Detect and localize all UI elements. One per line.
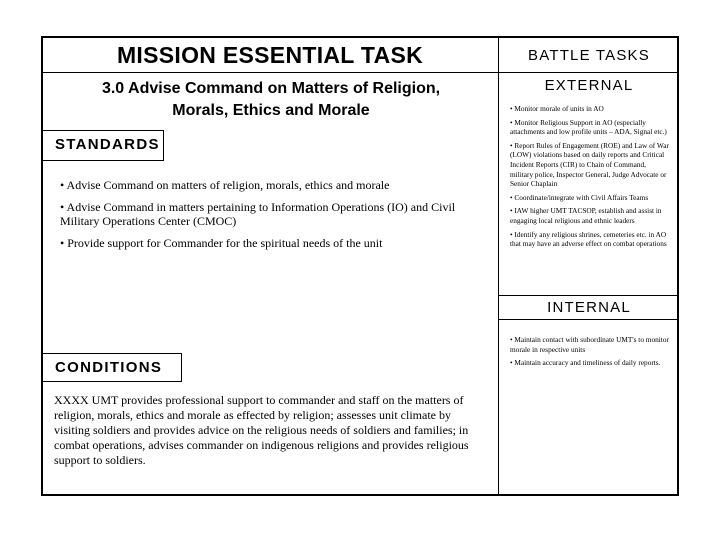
task-heading-line2: Morals, Ethics and Morale (172, 102, 370, 119)
battle-tasks-label: BATTLE TASKS (528, 47, 650, 64)
task-heading (58, 78, 484, 122)
conditions-label: CONDITIONS (42, 353, 182, 382)
external-task-item: • Coordinate/integrate with Civil Affairs Teams (510, 192, 649, 202)
standard-item: • Provide support for Commander for the spiritual needs of the unit (60, 236, 383, 250)
standards-label: STANDARDS (42, 130, 164, 161)
conditions-text: XXXX UMT provides professional support to commander and staff on the matters of religion, morals, ethics and morale as effected by religion; assesses unit climate by visiting soldiers and provides advice on the religious needs of soldiers and families; in combat operations, advises commander on indigenous religions and provides religious support to soldiers. (54, 393, 469, 467)
external-task-item: • Report Rules of Engagement (ROE) and Law of War (LOW) violations based on daily reports and Critical Incident Reports (CIR) to Chain of Command, military police, Inspector General, Judge Advocate or Senior Chaplain (510, 140, 669, 189)
internal-bottom-divider (499, 319, 679, 320)
task-heading-line1: 3.0 Advise Command on Matters of Religion, (101, 80, 441, 97)
external-task-item: • Monitor Religious Support in AO (especially attachments and low profile units – ADA, Signal etc.) (510, 117, 667, 137)
external-task-item: • Monitor morale of units in AO (510, 104, 604, 113)
internal-tasks-list (510, 335, 670, 372)
standard-item: • Advise Command on matters of religion, morals, ethics and morale (60, 178, 390, 192)
standards-list (60, 178, 480, 258)
battle-tasks-divider (499, 72, 679, 73)
external-tasks-list (510, 104, 670, 253)
internal-task-item: • Maintain accuracy and timeliness of daily reports. (510, 358, 661, 368)
external-task-item: • IAW higher UMT TACSOP, establish and assist in engaging local religious and ethnic leaders (510, 206, 662, 225)
internal-top-divider (499, 295, 679, 296)
column-divider (498, 37, 499, 495)
external-task-item: • Identify any religious shrines, cemeteries etc. in AO that may have an adverse effect on combat operations (510, 229, 667, 249)
internal-task-item: • Maintain contact with subordinate UMT's to monitor morale in respective units (510, 335, 669, 354)
page-title: MISSION ESSENTIAL TASK (116, 42, 424, 68)
title-divider (42, 72, 498, 73)
internal-label: INTERNAL (547, 299, 631, 316)
external-label: EXTERNAL (544, 77, 634, 94)
standard-item: • Advise Command in matters pertaining to Information Operations (IO) and Civil Military Operations Center (CMOC) (60, 200, 456, 228)
